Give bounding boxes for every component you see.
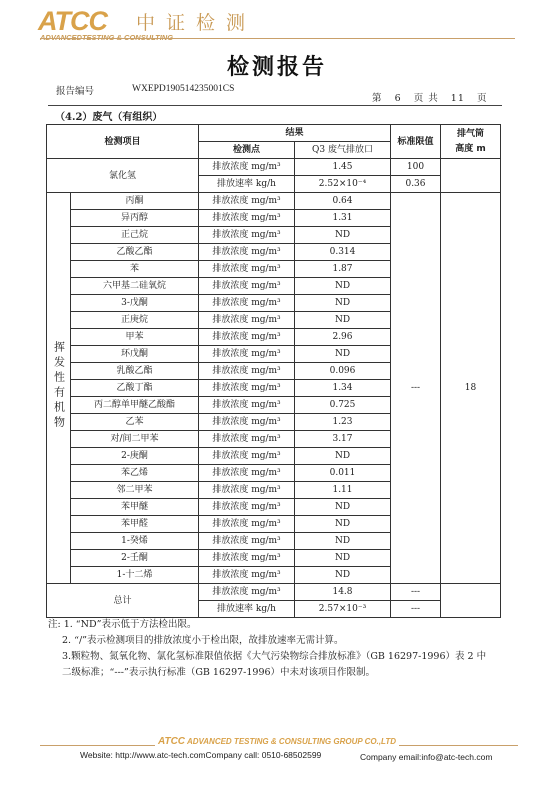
voc-name: 六甲基二硅氧烷 (71, 278, 199, 295)
footer-logo-text: ADVANCED TESTING & CONSULTING GROUP CO.,LTD (186, 737, 397, 746)
voc-value: ND (295, 448, 391, 465)
hcl-rate-limit: 0.36 (391, 176, 441, 193)
voc-value: 2.96 (295, 329, 391, 346)
voc-value: 1.23 (295, 414, 391, 431)
page-mid: 页 共 (413, 93, 439, 104)
voc-value: 1.87 (295, 261, 391, 278)
logo-chinese-text: 中证检测 (136, 12, 257, 34)
note-2: 2. “/”表示检测项目的排放浓度小于检出限，故排放速率无需计算。 (62, 635, 344, 646)
voc-name: 邻二甲苯 (71, 482, 199, 499)
voc-label: 排放浓度 mg/m³ (199, 516, 295, 533)
voc-name: 乳酸乙酯 (71, 363, 199, 380)
voc-label: 排放浓度 mg/m³ (199, 533, 295, 550)
total-name: 总计 (47, 584, 199, 618)
footer-email: Company email:info@atc-tech.com (360, 752, 493, 762)
header-limit: 标准限值 (391, 125, 441, 159)
divider (48, 105, 502, 106)
voc-label: 排放浓度 mg/m³ (199, 448, 295, 465)
voc-name: 乙酸乙酯 (71, 244, 199, 261)
hcl-name: 氯化氢 (47, 159, 199, 193)
voc-label: 排放浓度 mg/m³ (199, 193, 295, 210)
footer-logo (155, 736, 399, 747)
total-conc-label: 排放浓度 mg/m³ (199, 584, 295, 601)
voc-value: ND (295, 278, 391, 295)
header-result: 结果 (199, 125, 391, 142)
voc-value: ND (295, 533, 391, 550)
voc-value: 1.31 (295, 210, 391, 227)
total-conc-value: 14.8 (295, 584, 391, 601)
note-4: 二级标准；“---”表示执行标准（GB 16297-1996）中未对该项目作限制。 (62, 667, 376, 678)
voc-value: ND (295, 227, 391, 244)
voc-value: 0.64 (295, 193, 391, 210)
logo-english-text: ADVANCEDTESTING & CONSULTING (40, 33, 174, 42)
voc-label: 排放浓度 mg/m³ (199, 346, 295, 363)
voc-label: 排放浓度 mg/m³ (199, 278, 295, 295)
voc-name: 2-庚酮 (71, 448, 199, 465)
voc-label: 排放浓度 mg/m³ (199, 295, 295, 312)
voc-group-text: 挥发性有机物 (52, 340, 66, 431)
logo-atcc-text: ATCC (38, 6, 107, 36)
voc-label: 排放浓度 mg/m³ (199, 244, 295, 261)
voc-name: 正庚烷 (71, 312, 199, 329)
total-height (441, 584, 501, 618)
voc-height: 18 (441, 193, 501, 584)
results-table (46, 124, 501, 618)
voc-name: 乙酸丁酯 (71, 380, 199, 397)
voc-value: ND (295, 295, 391, 312)
total-rate-limit: --- (391, 601, 441, 618)
voc-name: 3-戊酮 (71, 295, 199, 312)
voc-name: 苯乙烯 (71, 465, 199, 482)
total-rate-label: 排放速率 kg/h (199, 601, 295, 618)
header-rule (40, 38, 515, 39)
voc-label: 排放浓度 mg/m³ (199, 550, 295, 567)
voc-label: 排放浓度 mg/m³ (199, 465, 295, 482)
report-no-value: WXEPD190514235001CS (132, 84, 235, 94)
voc-name: 1-十二烯 (71, 567, 199, 584)
page-indicator (372, 90, 487, 104)
note-3: 3.颗粒物、氮氧化物、氯化氢标准限值依据《大气污染物综合排放标准》（GB 16297-1996）表 2 中 (62, 651, 487, 662)
voc-value: 0.725 (295, 397, 391, 414)
report-no-label: 报告编号 (56, 86, 95, 97)
voc-name: 乙苯 (71, 414, 199, 431)
voc-value: ND (295, 516, 391, 533)
voc-name: 环戊酮 (71, 346, 199, 363)
hcl-conc-value: 1.45 (295, 159, 391, 176)
voc-label: 排放浓度 mg/m³ (199, 380, 295, 397)
voc-label: 排放浓度 mg/m³ (199, 567, 295, 584)
voc-label: 排放浓度 mg/m³ (199, 499, 295, 516)
page-total: 11 (450, 93, 465, 104)
note-1: 注: 1. “ND”表示低于方法检出限。 (48, 619, 197, 630)
voc-label: 排放浓度 mg/m³ (199, 414, 295, 431)
footer-website: Website: http://www.atc-tech.comCompany call: 0510-68502599 (80, 750, 322, 760)
header-item: 检测项目 (47, 125, 199, 159)
voc-label: 排放浓度 mg/m³ (199, 329, 295, 346)
page-number: 6 (394, 93, 402, 104)
voc-limit: --- (391, 193, 441, 584)
voc-value: ND (295, 567, 391, 584)
voc-name: 正己烷 (71, 227, 199, 244)
voc-value: 0.314 (295, 244, 391, 261)
voc-name: 1-癸烯 (71, 533, 199, 550)
voc-label: 排放浓度 mg/m³ (199, 397, 295, 414)
voc-value: 0.011 (295, 465, 391, 482)
notes (48, 617, 518, 681)
voc-label: 排放浓度 mg/m³ (199, 227, 295, 244)
voc-value: 1.34 (295, 380, 391, 397)
voc-name: 苯甲醚 (71, 499, 199, 516)
page-title: 检测报告 (226, 55, 327, 80)
table-row (47, 193, 501, 210)
voc-label: 排放浓度 mg/m³ (199, 210, 295, 227)
voc-name: 丙酮 (71, 193, 199, 210)
footer-logo-atcc: ATCC (158, 736, 186, 747)
voc-group-label (47, 193, 71, 584)
voc-value: ND (295, 346, 391, 363)
voc-value: 3.17 (295, 431, 391, 448)
hcl-height (441, 159, 501, 193)
total-conc-limit: --- (391, 584, 441, 601)
header-height: 排气筒 高度 m (441, 125, 501, 159)
hcl-conc-label: 排放浓度 mg/m³ (199, 159, 295, 176)
section-title: （4.2）废气（有组织） (55, 112, 163, 123)
page-suffix: 页 (476, 93, 488, 104)
voc-value: 0.096 (295, 363, 391, 380)
hcl-rate-label: 排放速率 kg/h (199, 176, 295, 193)
voc-label: 排放浓度 mg/m³ (199, 431, 295, 448)
company-logo (38, 6, 298, 46)
hcl-rate-value: 2.52×10⁻⁴ (295, 176, 391, 193)
total-rate-value: 2.57×10⁻³ (295, 601, 391, 618)
header-point: 检测点 (199, 142, 295, 159)
voc-name: 对/间二甲苯 (71, 431, 199, 448)
page-prefix: 第 (372, 93, 383, 104)
voc-name: 丙二醇单甲醚乙酸酯 (71, 397, 199, 414)
voc-label: 排放浓度 mg/m³ (199, 261, 295, 278)
voc-name: 2-壬酮 (71, 550, 199, 567)
voc-label: 排放浓度 mg/m³ (199, 482, 295, 499)
header-q3: Q3 废气排放口 (295, 142, 391, 159)
hcl-conc-limit: 100 (391, 159, 441, 176)
voc-name: 苯甲醛 (71, 516, 199, 533)
voc-name: 甲苯 (71, 329, 199, 346)
voc-label: 排放浓度 mg/m³ (199, 312, 295, 329)
voc-label: 排放浓度 mg/m³ (199, 363, 295, 380)
voc-value: ND (295, 312, 391, 329)
voc-value: 1.11 (295, 482, 391, 499)
voc-name: 异丙醇 (71, 210, 199, 227)
voc-value: ND (295, 550, 391, 567)
voc-value: ND (295, 499, 391, 516)
voc-name: 苯 (71, 261, 199, 278)
